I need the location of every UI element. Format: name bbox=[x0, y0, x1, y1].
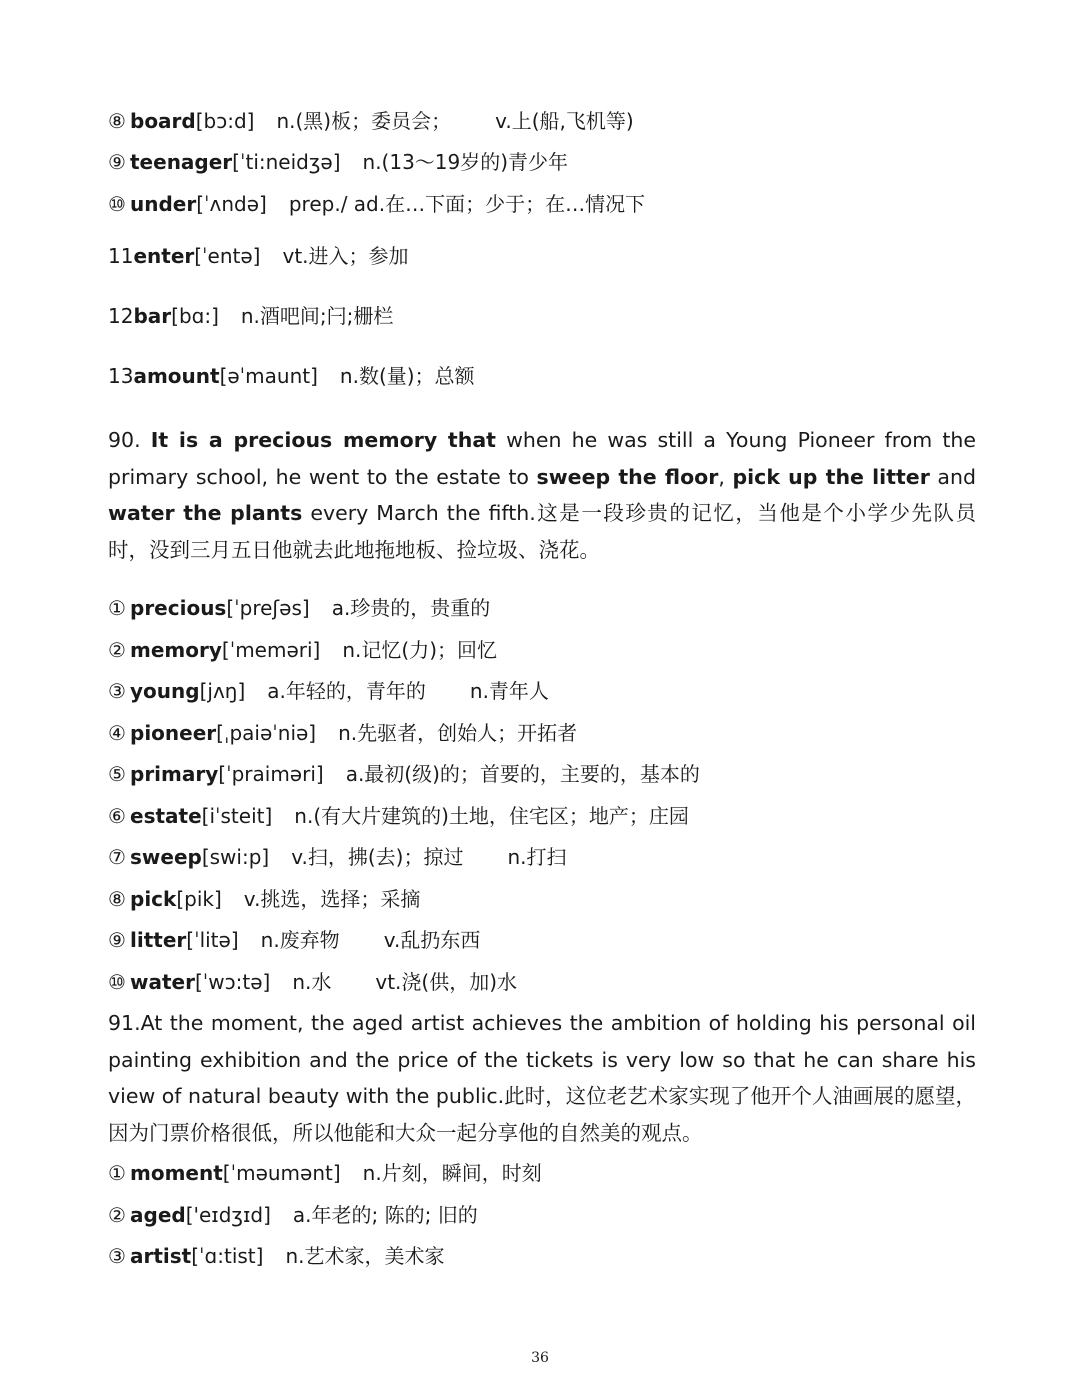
vocab-entry bbox=[108, 242, 988, 270]
entry-number: ⑤ bbox=[108, 762, 126, 786]
sentence-highlight: sweep the floor bbox=[536, 464, 719, 489]
entry-number: ⑥ bbox=[108, 804, 126, 828]
entry-definition-2: n.青年人 bbox=[469, 679, 549, 703]
entry-word: enter bbox=[133, 244, 195, 268]
entry-ipa: [bɔ:d] bbox=[195, 109, 255, 133]
entry-definition: n.水 bbox=[292, 970, 332, 994]
vocab-entry bbox=[108, 1242, 988, 1270]
entry-word: precious bbox=[130, 596, 227, 620]
vocab-entry bbox=[108, 1159, 988, 1187]
entry-number: ⑨ bbox=[108, 928, 126, 952]
entry-word: sweep bbox=[130, 845, 202, 869]
entry-definition: n.数(量)；总额 bbox=[339, 364, 475, 388]
entry-word: teenager bbox=[130, 150, 233, 174]
entry-ipa: [ˈpreʃəs] bbox=[226, 596, 310, 620]
entry-number: ② bbox=[108, 638, 126, 662]
entry-ipa: [jʌŋ] bbox=[199, 679, 246, 703]
entry-ipa: [ˈɑ:tist] bbox=[191, 1244, 264, 1268]
entry-definition: vt.进入；参加 bbox=[282, 244, 409, 268]
entry-ipa: [pik] bbox=[176, 887, 222, 911]
entry-definition: v.挑选，选择；采摘 bbox=[243, 887, 421, 911]
entry-word: pick bbox=[130, 887, 177, 911]
vocab-entry bbox=[108, 190, 988, 218]
entry-definition: n.废弃物 bbox=[260, 928, 340, 952]
entry-word: moment bbox=[130, 1161, 223, 1185]
vocab-entry bbox=[108, 968, 988, 996]
entry-number: ③ bbox=[108, 1244, 126, 1268]
sentence-text: and bbox=[929, 464, 976, 489]
entry-word: estate bbox=[130, 804, 202, 828]
sentence-highlight: It is a precious memory that bbox=[150, 428, 496, 452]
entry-number: ① bbox=[108, 596, 126, 620]
entry-definition-2: v.上(船,飞机等) bbox=[495, 109, 634, 133]
entry-definition: n.片刻，瞬间，时刻 bbox=[362, 1161, 542, 1185]
entry-ipa: [əˈmaunt] bbox=[219, 364, 318, 388]
entry-definition-2: v.乱扔东西 bbox=[383, 928, 481, 952]
vocab-entry bbox=[108, 594, 988, 622]
vocab-entry bbox=[108, 362, 988, 390]
entry-number: ④ bbox=[108, 721, 126, 745]
entry-definition-2: vt.浇(供，加)水 bbox=[375, 970, 517, 994]
entry-number: ⑧ bbox=[108, 109, 126, 133]
sentence-number: 90. bbox=[108, 428, 141, 452]
entry-definition: n.艺术家，美术家 bbox=[285, 1244, 445, 1268]
vocab-entry bbox=[108, 107, 988, 135]
entry-definition: n.(13～19岁的)青少年 bbox=[362, 150, 569, 174]
entry-ipa: [swi:p] bbox=[201, 845, 270, 869]
entry-ipa: [ˈmeməri] bbox=[221, 638, 321, 662]
entry-word: primary bbox=[130, 762, 219, 786]
sentence-text: , bbox=[718, 464, 733, 489]
entry-definition: a.年轻的，青年的 bbox=[267, 679, 426, 703]
entry-ipa: [ˈlitə] bbox=[186, 928, 239, 952]
entry-number: ⑩ bbox=[108, 970, 126, 994]
entry-number: 12 bbox=[108, 304, 134, 328]
entry-number: ① bbox=[108, 1161, 126, 1185]
entry-ipa: [ˈməumənt] bbox=[222, 1161, 341, 1185]
entry-definition: n.记忆(力)；回忆 bbox=[342, 638, 497, 662]
entry-definition-2: n.打扫 bbox=[507, 845, 567, 869]
entry-word: litter bbox=[130, 928, 187, 952]
entry-ipa: [ˈʌndə] bbox=[196, 192, 267, 216]
vocab-entry bbox=[108, 926, 988, 954]
entry-ipa: [ˈti:neidʒə] bbox=[232, 150, 341, 174]
entry-word: pioneer bbox=[130, 721, 217, 745]
entry-ipa: [bɑ:] bbox=[171, 304, 219, 328]
entry-number: ⑩ bbox=[108, 192, 126, 216]
entry-ipa: [ˈwɔ:tə] bbox=[194, 970, 271, 994]
entry-number: 13 bbox=[108, 364, 134, 388]
entry-definition: n.酒吧间;闩;栅栏 bbox=[240, 304, 394, 328]
entry-definition: v.扫，拂(去)；掠过 bbox=[291, 845, 464, 869]
entry-definition: a.珍贵的，贵重的 bbox=[331, 596, 491, 620]
vocab-entry bbox=[108, 302, 988, 330]
entry-word: young bbox=[130, 679, 200, 703]
entry-definition: a.年老的; 陈的; 旧的 bbox=[292, 1203, 478, 1227]
vocab-entry bbox=[108, 719, 988, 747]
entry-ipa: [ˈentə] bbox=[194, 244, 261, 268]
entry-word: aged bbox=[130, 1203, 186, 1227]
vocab-entry bbox=[108, 1201, 988, 1229]
vocab-entry bbox=[108, 843, 988, 871]
vocab-entry bbox=[108, 802, 988, 830]
entry-number: ③ bbox=[108, 679, 126, 703]
sentence-highlight: pick up the litter bbox=[732, 464, 930, 489]
vocab-entry bbox=[108, 760, 988, 788]
entry-ipa: ['eɪdʒɪd] bbox=[185, 1203, 271, 1227]
entry-definition: prep./ ad.在…下面；少于；在…情况下 bbox=[288, 192, 646, 216]
entry-word: board bbox=[130, 109, 196, 133]
vocab-entry bbox=[108, 885, 988, 913]
sentence-text: every March the fifth.这是一段珍贵的记忆，当他是个小学少先队员时，没到三月五日他就去此地拖地板、捡垃圾、浇花。 bbox=[108, 501, 976, 562]
entry-word: memory bbox=[130, 638, 222, 662]
sentence-highlight: water the plants bbox=[108, 501, 303, 525]
vocab-entry bbox=[108, 636, 988, 664]
entry-definition: n.(有大片建筑的)土地，住宅区；地产；庄园 bbox=[294, 804, 689, 828]
entry-number: 11 bbox=[108, 244, 134, 268]
entry-number: ⑨ bbox=[108, 150, 126, 174]
entry-word: water bbox=[130, 970, 195, 994]
sentence-91: 91.At the moment, the aged artist achieves the ambition of holding his personal oil painting exhibition and the price of the tickets is very low so that he can share his view of natural beauty with the public.此时，这位老艺术家实现了他开个人油画展的愿望，因为门票价格很低，所以他能和大众一起分享他的自然美的观点。 bbox=[108, 1011, 976, 1145]
entry-word: artist bbox=[130, 1244, 192, 1268]
entry-number: ⑧ bbox=[108, 887, 126, 911]
entry-word: amount bbox=[133, 364, 220, 388]
entry-definition: n.(黑)板；委员会； bbox=[276, 109, 452, 133]
entry-ipa: [iˈsteit] bbox=[201, 804, 273, 828]
entry-definition: n.先驱者，创始人；开拓者 bbox=[338, 721, 578, 745]
sentence-90 bbox=[108, 422, 976, 568]
vocab-entry bbox=[108, 677, 988, 705]
entry-word: bar bbox=[133, 304, 172, 328]
entry-ipa: [ˈpraiməri] bbox=[218, 762, 324, 786]
entry-word: under bbox=[130, 192, 197, 216]
sentence-text: when he was still a Young Pioneer from the primary school, he went to the estate to bbox=[108, 428, 976, 489]
entry-number: ② bbox=[108, 1203, 126, 1227]
page-number: 36 bbox=[531, 1350, 549, 1366]
entry-definition: a.最初(级)的；首要的，主要的，基本的 bbox=[345, 762, 700, 786]
entry-number: ⑦ bbox=[108, 845, 126, 869]
vocab-entry bbox=[108, 148, 988, 176]
entry-ipa: [ˌpaiəˈniə] bbox=[216, 721, 317, 745]
